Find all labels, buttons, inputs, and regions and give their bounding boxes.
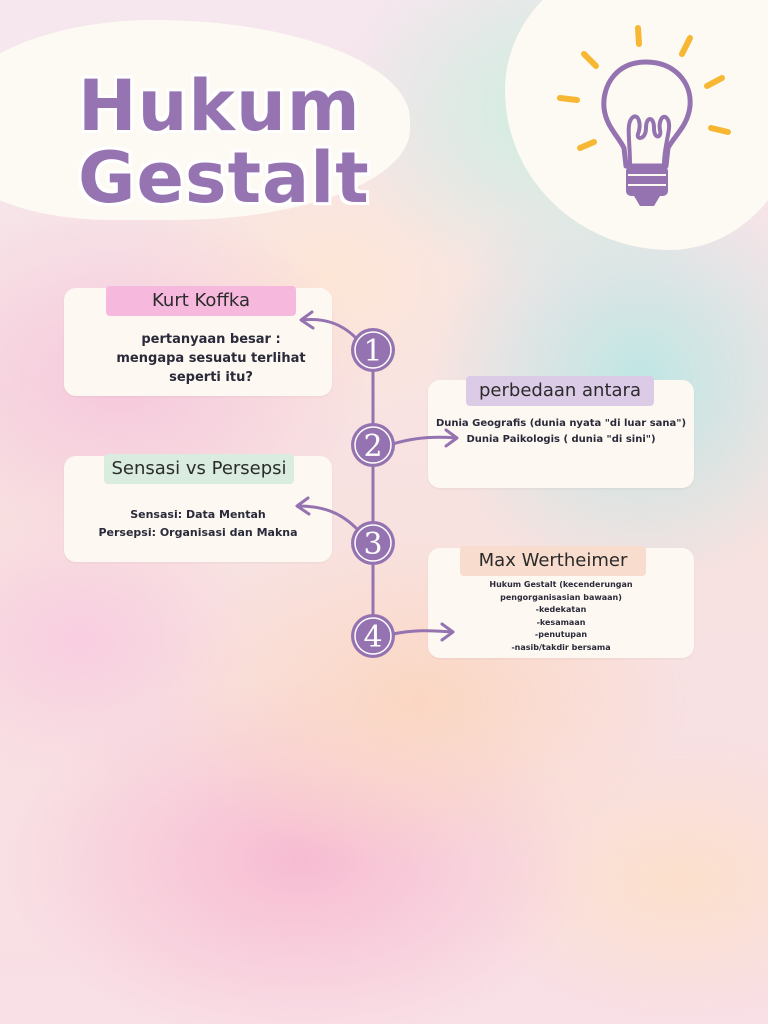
step-3-number: 3: [363, 527, 383, 562]
arrow-step-1: [302, 320, 356, 338]
step-4-number: 4: [363, 620, 383, 655]
step-1-number: 1: [363, 334, 383, 369]
title-line-1: Hukum: [78, 65, 361, 147]
step-4-line: -kedekatan: [535, 605, 587, 614]
step-3-label: Sensasi vs Persepsi: [104, 454, 294, 484]
step-4-line: -nasib/takdir bersama: [511, 642, 611, 652]
step-4-line: -penutupan: [534, 630, 588, 639]
step-1-line: seperti itu?: [169, 370, 253, 385]
step-4-line: -kesamaan: [536, 617, 586, 627]
step-3-line: Sensasi: Data Mentah: [130, 508, 266, 521]
step-1-line: pertanyaan besar :: [141, 332, 281, 347]
title-line-2: Gestalt: [78, 137, 370, 219]
step-1-label: Kurt Koffka: [106, 286, 296, 316]
step-1-marker: [351, 328, 395, 372]
step-4-line: Hukum Gestalt (kecenderungan: [489, 580, 633, 589]
step-3-marker: [351, 521, 395, 565]
step-3-line: Persepsi: Organisasi dan Makna: [98, 526, 298, 539]
step-4-marker: [351, 614, 395, 658]
step-1-line: mengapa sesuatu terlihat: [116, 351, 306, 366]
arrow-step-4: [393, 631, 452, 634]
arrow-step-3: [298, 506, 356, 528]
step-2-line: Dunia Paikologis ( dunia "di sini"): [466, 434, 656, 445]
step-2-number: 2: [363, 429, 383, 464]
step-2-label: perbedaan antara: [466, 376, 654, 406]
step-2-marker: [351, 423, 395, 467]
arrow-step-2: [393, 437, 456, 444]
step-2-line: Dunia Geografis (dunia nyata "di luar sana"): [435, 418, 687, 429]
step-4-line: pengorganisasian bawaan): [500, 592, 622, 602]
step-4-label: Max Wertheimer: [460, 546, 646, 576]
